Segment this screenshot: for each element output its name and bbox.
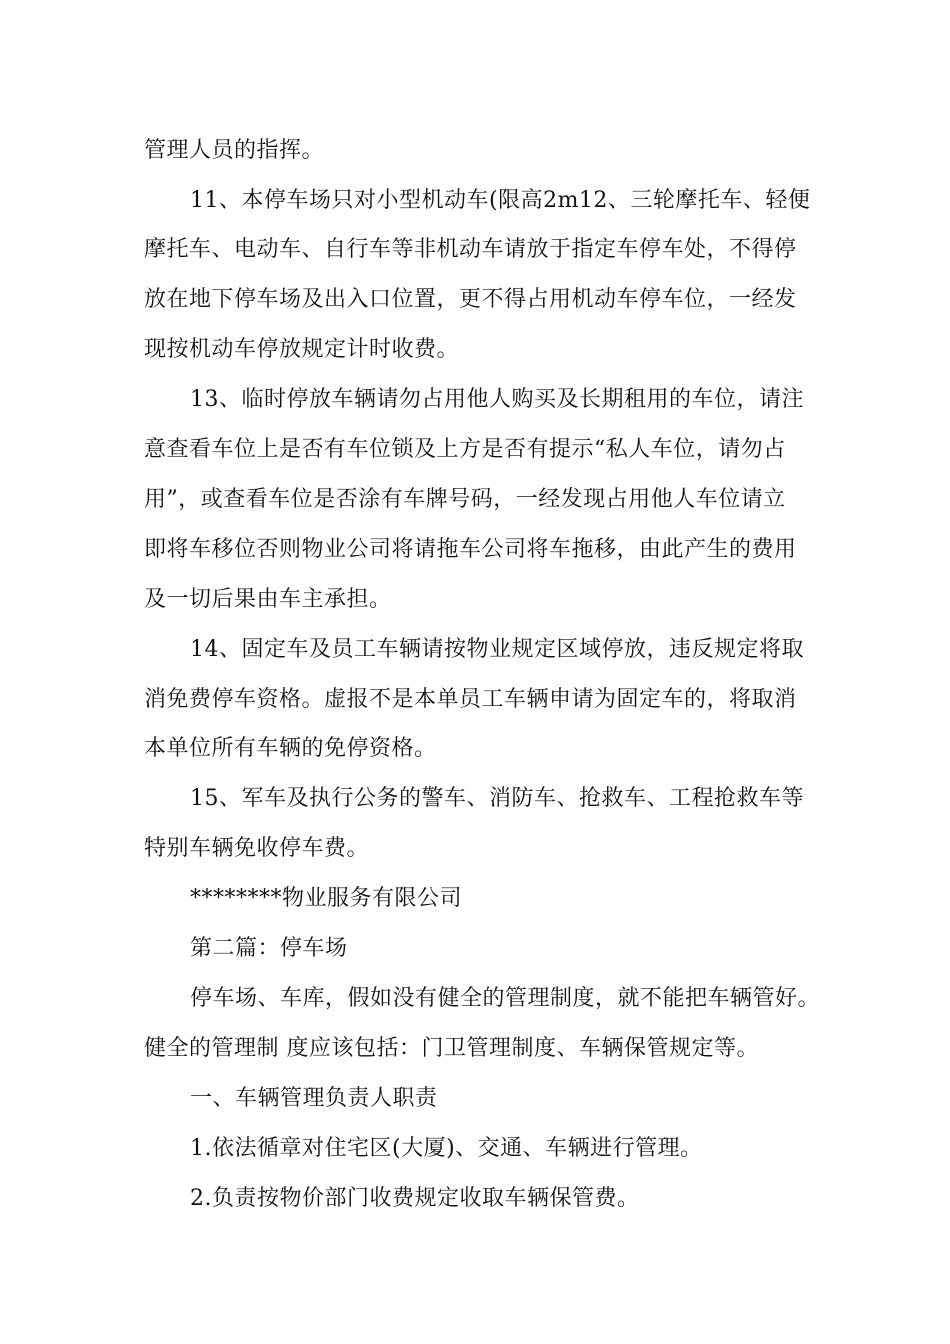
text-line: 消免费停车资格。虚报不是本单员工车辆申请为固定车的，将取消 xyxy=(144,687,797,712)
text-line: 14、固定车及员工车辆请按物业规定区域停放，违反规定将取 xyxy=(190,637,804,662)
text-line: 15、军车及执行公务的警车、消防车、抢救车、工程抢救车等 xyxy=(190,786,804,811)
list-item: 1.依法循章对住宅区(大厦)、交通、车辆进行管理。 xyxy=(190,1136,703,1161)
text-line: 13、临时停放车辆请勿占用他人购买及长期租用的车位，请注 xyxy=(190,387,804,412)
text-line: 11、本停车场只对小型机动车(限高2m12、三轮摩托车、轻便 xyxy=(190,188,811,213)
section-heading: 第二篇：停车场 xyxy=(190,936,348,961)
text-line: 本单位所有车辆的免停资格。 xyxy=(144,736,437,761)
text-line: 及一切后果由车主承担。 xyxy=(144,587,392,612)
text-line: 特别车辆免收停车费。 xyxy=(144,836,370,861)
text-line: 管理人员的指挥。 xyxy=(144,138,325,163)
company-name: ********物业服务有限公司 xyxy=(190,886,463,911)
text-line: 摩托车、电动车、自行车等非机动车请放于指定车停车处，不得停 xyxy=(144,237,797,262)
text-line: 健全的管理制 度应该包括：门卫管理制度、车辆保管规定等。 xyxy=(144,1036,759,1061)
text-line: 意查看车位上是否有车位锁及上方是否有提示“私人车位，请勿占 xyxy=(144,437,786,462)
text-line: 用”，或查看车位是否涂有车牌号码，一经发现占用他人车位请立 xyxy=(144,487,786,512)
text-line: 放在地下停车场及出入口位置，更不得占用机动车停车位，一经发 xyxy=(144,287,797,312)
list-item: 2.负责按物价部门收费规定收取车辆保管费。 xyxy=(190,1186,640,1211)
text-line: 停车场、车库，假如没有健全的管理制度，就不能把车辆管好。 xyxy=(190,986,821,1011)
subsection-heading: 一、车辆管理负责人职责 xyxy=(190,1086,438,1111)
text-line: 即将车移位否则物业公司将请拖车公司将车拖移，由此产生的费用 xyxy=(144,537,797,562)
text-line: 现按机动车停放规定计时收费。 xyxy=(144,337,460,362)
